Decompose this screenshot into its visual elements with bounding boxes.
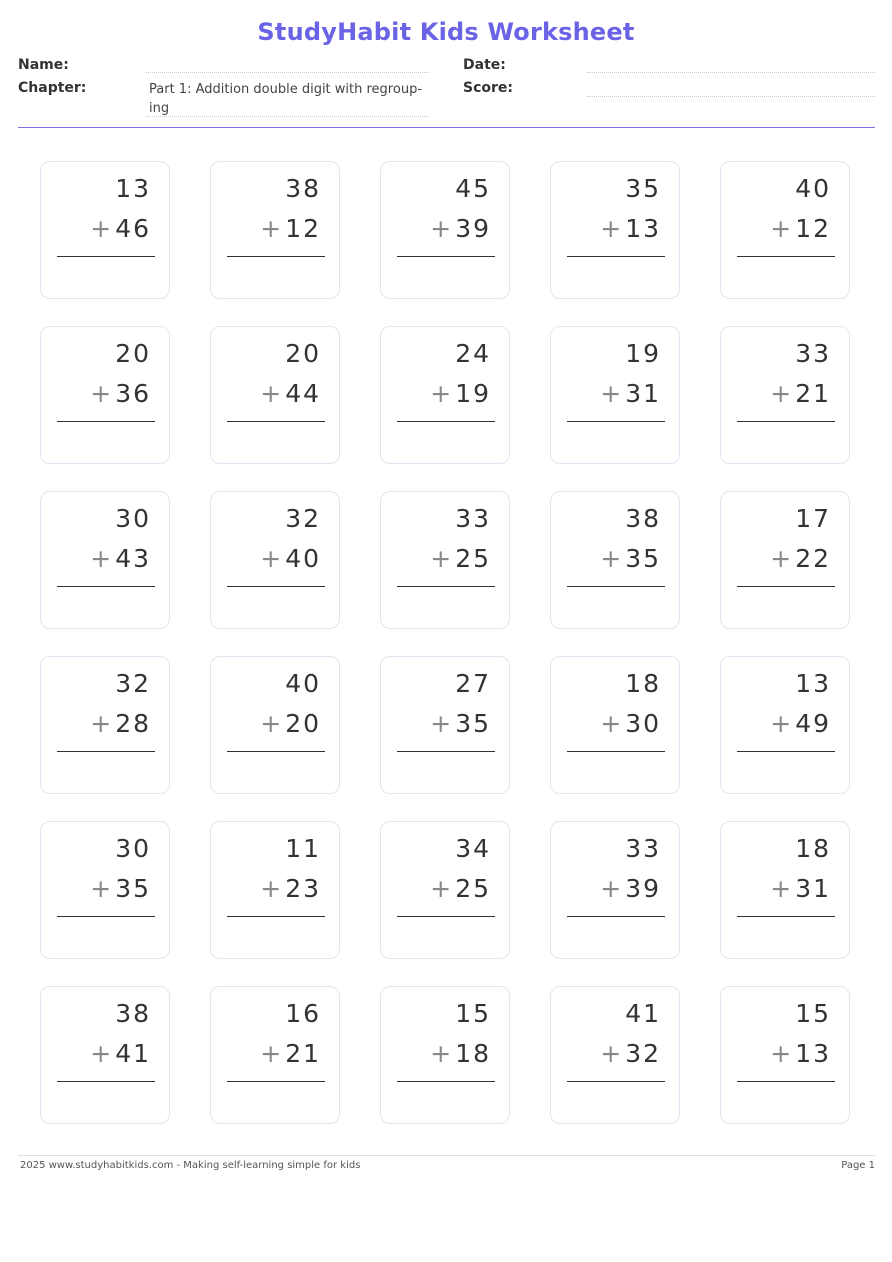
second-addend: 35 [455, 709, 491, 738]
plus-sign: + [90, 1039, 112, 1068]
first-addend: 15 [455, 999, 491, 1028]
answer-line [567, 916, 665, 917]
answer-line [397, 586, 495, 587]
answer-line [737, 916, 835, 917]
second-addend: 22 [795, 544, 831, 573]
plus-sign: + [770, 214, 792, 243]
second-addend: 12 [795, 214, 831, 243]
plus-sign: + [260, 874, 282, 903]
second-addend: 23 [285, 874, 321, 903]
first-addend: 11 [285, 834, 321, 863]
plus-sign: + [430, 874, 452, 903]
second-addend: 44 [285, 379, 321, 408]
first-addend: 33 [455, 504, 491, 533]
answer-line [397, 916, 495, 917]
plus-sign: + [430, 709, 452, 738]
answer-line [567, 751, 665, 752]
page-number: Page 1 [841, 1160, 875, 1171]
second-addend-row [430, 1039, 491, 1068]
first-addend: 38 [115, 999, 151, 1028]
first-addend: 16 [285, 999, 321, 1028]
problem-card[interactable] [40, 491, 170, 629]
second-addend: 21 [795, 379, 831, 408]
second-addend: 35 [625, 544, 661, 573]
second-addend-row [600, 874, 661, 903]
second-addend: 41 [115, 1039, 151, 1068]
second-addend-row [430, 874, 491, 903]
second-addend-row [430, 709, 491, 738]
answer-line [567, 1081, 665, 1082]
second-addend: 21 [285, 1039, 321, 1068]
plus-sign: + [430, 544, 452, 573]
first-addend: 18 [795, 834, 831, 863]
second-addend-row [260, 1039, 321, 1068]
answer-line [397, 256, 495, 257]
second-addend: 30 [625, 709, 661, 738]
name-field-line[interactable] [146, 72, 429, 73]
second-addend-row [770, 544, 831, 573]
first-addend: 34 [455, 834, 491, 863]
plus-sign: + [260, 544, 282, 573]
footer-credit: 2025 www.studyhabitkids.com - Making self-learning simple for kids [20, 1160, 361, 1171]
plus-sign: + [770, 544, 792, 573]
problem-card[interactable] [40, 161, 170, 299]
second-addend-row [770, 709, 831, 738]
second-addend: 35 [115, 874, 151, 903]
plus-sign: + [430, 214, 452, 243]
second-addend-row [430, 214, 491, 243]
second-addend: 18 [455, 1039, 491, 1068]
second-addend-row [260, 379, 321, 408]
first-addend: 35 [625, 174, 661, 203]
second-addend-row [600, 1039, 661, 1068]
second-addend-row [90, 709, 151, 738]
answer-line [397, 421, 495, 422]
answer-line [567, 256, 665, 257]
answer-line [397, 1081, 495, 1082]
second-addend-row [260, 874, 321, 903]
first-addend: 24 [455, 339, 491, 368]
plus-sign: + [90, 214, 112, 243]
first-addend: 33 [795, 339, 831, 368]
plus-sign: + [600, 379, 622, 408]
answer-line [737, 586, 835, 587]
first-addend: 13 [795, 669, 831, 698]
problem-card[interactable] [210, 986, 340, 1124]
second-addend-row [600, 544, 661, 573]
chapter-label: Chapter: [18, 80, 87, 96]
first-addend: 40 [285, 669, 321, 698]
answer-line [57, 916, 155, 917]
problem-card[interactable] [210, 656, 340, 794]
answer-line [227, 586, 325, 587]
plus-sign: + [430, 379, 452, 408]
second-addend: 20 [285, 709, 321, 738]
answer-line [567, 421, 665, 422]
first-addend: 17 [795, 504, 831, 533]
second-addend-row [770, 214, 831, 243]
answer-line [57, 1081, 155, 1082]
second-addend: 40 [285, 544, 321, 573]
problem-card[interactable] [550, 161, 680, 299]
answer-line [397, 751, 495, 752]
answer-line [737, 1081, 835, 1082]
problem-card[interactable] [550, 986, 680, 1124]
second-addend: 19 [455, 379, 491, 408]
problem-card[interactable] [720, 986, 850, 1124]
plus-sign: + [260, 1039, 282, 1068]
plus-sign: + [600, 544, 622, 573]
plus-sign: + [600, 214, 622, 243]
second-addend: 36 [115, 379, 151, 408]
problem-card[interactable] [720, 491, 850, 629]
problem-card[interactable] [550, 326, 680, 464]
answer-line [737, 256, 835, 257]
second-addend: 25 [455, 544, 491, 573]
plus-sign: + [600, 709, 622, 738]
footer-divider [18, 1155, 875, 1156]
plus-sign: + [770, 379, 792, 408]
answer-line [737, 751, 835, 752]
first-addend: 13 [115, 174, 151, 203]
plus-sign: + [90, 379, 112, 408]
plus-sign: + [90, 709, 112, 738]
plus-sign: + [770, 709, 792, 738]
first-addend: 41 [625, 999, 661, 1028]
problem-card[interactable] [720, 821, 850, 959]
chapter-value: Part 1: Addition double digit with regroup- ing [149, 82, 423, 116]
plus-sign: + [770, 1039, 792, 1068]
second-addend: 28 [115, 709, 151, 738]
problem-card[interactable] [380, 161, 510, 299]
first-addend: 40 [795, 174, 831, 203]
second-addend-row [770, 874, 831, 903]
first-addend: 19 [625, 339, 661, 368]
second-addend: 13 [625, 214, 661, 243]
plus-sign: + [90, 874, 112, 903]
second-addend-row [90, 874, 151, 903]
answer-line [227, 421, 325, 422]
second-addend-row [600, 379, 661, 408]
plus-sign: + [90, 544, 112, 573]
second-addend-row [430, 544, 491, 573]
worksheet-title: StudyHabit Kids Worksheet [257, 18, 635, 46]
date-field-line[interactable] [587, 72, 875, 73]
first-addend: 30 [115, 504, 151, 533]
answer-line [737, 421, 835, 422]
chapter-field-line [146, 116, 429, 117]
plus-sign: + [260, 214, 282, 243]
first-addend: 32 [285, 504, 321, 533]
header-divider [18, 127, 875, 128]
second-addend-row [600, 214, 661, 243]
first-addend: 20 [285, 339, 321, 368]
second-addend-row [260, 214, 321, 243]
second-addend-row [770, 1039, 831, 1068]
plus-sign: + [260, 379, 282, 408]
first-addend: 15 [795, 999, 831, 1028]
second-addend: 25 [455, 874, 491, 903]
second-addend-row [770, 379, 831, 408]
plus-sign: + [260, 709, 282, 738]
second-addend-row [260, 709, 321, 738]
problem-card[interactable] [380, 821, 510, 959]
second-addend-row [90, 379, 151, 408]
problem-card[interactable] [40, 656, 170, 794]
problem-card[interactable] [720, 326, 850, 464]
plus-sign: + [600, 1039, 622, 1068]
second-addend: 39 [625, 874, 661, 903]
first-addend: 20 [115, 339, 151, 368]
first-addend: 27 [455, 669, 491, 698]
problem-card[interactable] [720, 161, 850, 299]
answer-line [57, 421, 155, 422]
second-addend: 39 [455, 214, 491, 243]
problem-grid [40, 161, 852, 1127]
first-addend: 33 [625, 834, 661, 863]
second-addend: 46 [115, 214, 151, 243]
second-addend: 43 [115, 544, 151, 573]
problem-card[interactable] [720, 656, 850, 794]
date-label: Date: [463, 57, 506, 73]
second-addend: 32 [625, 1039, 661, 1068]
first-addend: 38 [625, 504, 661, 533]
first-addend: 45 [455, 174, 491, 203]
second-addend-row [90, 1039, 151, 1068]
problem-card[interactable] [550, 656, 680, 794]
answer-line [57, 751, 155, 752]
answer-line [567, 586, 665, 587]
score-field-line[interactable] [587, 96, 875, 97]
problem-card[interactable] [210, 491, 340, 629]
problem-card[interactable] [380, 986, 510, 1124]
first-addend: 30 [115, 834, 151, 863]
name-label: Name: [18, 57, 69, 73]
problem-card[interactable] [40, 326, 170, 464]
second-addend-row [600, 709, 661, 738]
second-addend: 31 [625, 379, 661, 408]
second-addend: 31 [795, 874, 831, 903]
second-addend-row [90, 544, 151, 573]
problem-card[interactable] [40, 986, 170, 1124]
problem-card[interactable] [380, 491, 510, 629]
problem-card[interactable] [210, 326, 340, 464]
answer-line [227, 256, 325, 257]
plus-sign: + [600, 874, 622, 903]
problem-card[interactable] [40, 821, 170, 959]
answer-line [57, 586, 155, 587]
second-addend-row [90, 214, 151, 243]
problem-card[interactable] [380, 326, 510, 464]
answer-line [227, 1081, 325, 1082]
plus-sign: + [770, 874, 792, 903]
first-addend: 18 [625, 669, 661, 698]
second-addend: 13 [795, 1039, 831, 1068]
second-addend-row [430, 379, 491, 408]
problem-card[interactable] [210, 161, 340, 299]
problem-card[interactable] [550, 491, 680, 629]
problem-card[interactable] [210, 821, 340, 959]
problem-card[interactable] [380, 656, 510, 794]
score-label: Score: [463, 80, 513, 96]
answer-line [227, 751, 325, 752]
plus-sign: + [430, 1039, 452, 1068]
first-addend: 38 [285, 174, 321, 203]
second-addend-row [260, 544, 321, 573]
second-addend: 12 [285, 214, 321, 243]
problem-card[interactable] [550, 821, 680, 959]
second-addend: 49 [795, 709, 831, 738]
answer-line [227, 916, 325, 917]
answer-line [57, 256, 155, 257]
first-addend: 32 [115, 669, 151, 698]
